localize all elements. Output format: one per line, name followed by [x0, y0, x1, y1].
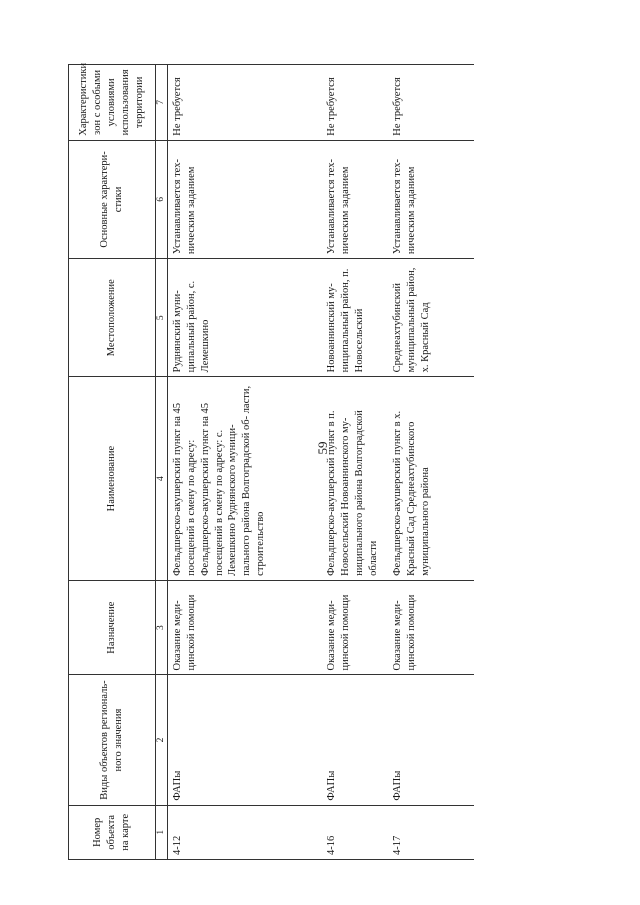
column-number: 4 [156, 377, 168, 580]
cell-object-number: 4-17 [388, 805, 474, 859]
header-purpose: Назначение [69, 580, 156, 675]
cell-location: Руднянский муни- ципальный район, с. Лемешкино [168, 259, 323, 377]
column-number: 1 [156, 805, 168, 859]
cell-name: Фельдшерско-акушерский пункт в п. Новосельский Новоаннинского му- ниципального района Волгоградской области [322, 377, 388, 580]
column-number: 5 [156, 259, 168, 377]
cell-purpose: Оказание меди- цинской помощи [388, 580, 474, 675]
table-header-row [69, 65, 156, 860]
column-number: 3 [156, 580, 168, 675]
cell-object-type: ФАПы [322, 675, 388, 805]
header-object-number: Номер объекта на карте [69, 805, 156, 859]
cell-object-number: 4-16 [322, 805, 388, 859]
objects-table [68, 64, 474, 860]
cell-characteristics: Устанавливается тех- ническим заданием [388, 140, 474, 258]
header-zones: Характеристики зон с особыми условиями использования территории [69, 65, 156, 141]
cell-object-number: 4-12 [168, 805, 323, 859]
header-name: Наименование [69, 377, 156, 580]
table-row [322, 65, 388, 860]
cell-zones: Не требуется [322, 65, 388, 141]
table-row [388, 65, 474, 860]
column-number-row [156, 65, 168, 860]
column-number: 7 [156, 65, 168, 141]
cell-zones: Не требуется [168, 65, 323, 141]
cell-name: Фельдшерско-акушерский пункт в х. Красный Сад Среднеахтубинского муниципального района [388, 377, 474, 580]
header-characteristics: Основные характери- стики [69, 140, 156, 258]
cell-purpose: Оказание меди- цинской помощи [168, 580, 323, 675]
cell-location: Среднеахтубинский муниципальный район, х. Красный Сад [388, 259, 474, 377]
column-number: 6 [156, 140, 168, 258]
rotated-table-container [68, 64, 566, 860]
table-row [168, 65, 323, 860]
cell-name: Фельдшерско-акушерский пункт на 45 посещений в смену по адресу: Фельдшерско-акушерский пункт на 45 посещений в смену по адресу: с. Лемешкино Руднянского муници- пального района Волгоградской об- ласти, строительство [168, 377, 323, 580]
header-location: Местоположение [69, 259, 156, 377]
column-number: 2 [156, 675, 168, 805]
header-object-type: Виды объектов региональ- ного значения [69, 675, 156, 805]
cell-zones: Не требуется [388, 65, 474, 141]
cell-object-type: ФАПы [168, 675, 323, 805]
cell-characteristics: Устанавливается тех- ническим заданием [322, 140, 388, 258]
cell-characteristics: Устанавливается тех- ническим заданием [168, 140, 323, 258]
cell-object-type: ФАПы [388, 675, 474, 805]
cell-purpose: Оказание меди- цинской помощи [322, 580, 388, 675]
cell-location: Новоаннинский му- ниципальный район, п. Новосельский [322, 259, 388, 377]
page-number: 59 [315, 441, 330, 455]
